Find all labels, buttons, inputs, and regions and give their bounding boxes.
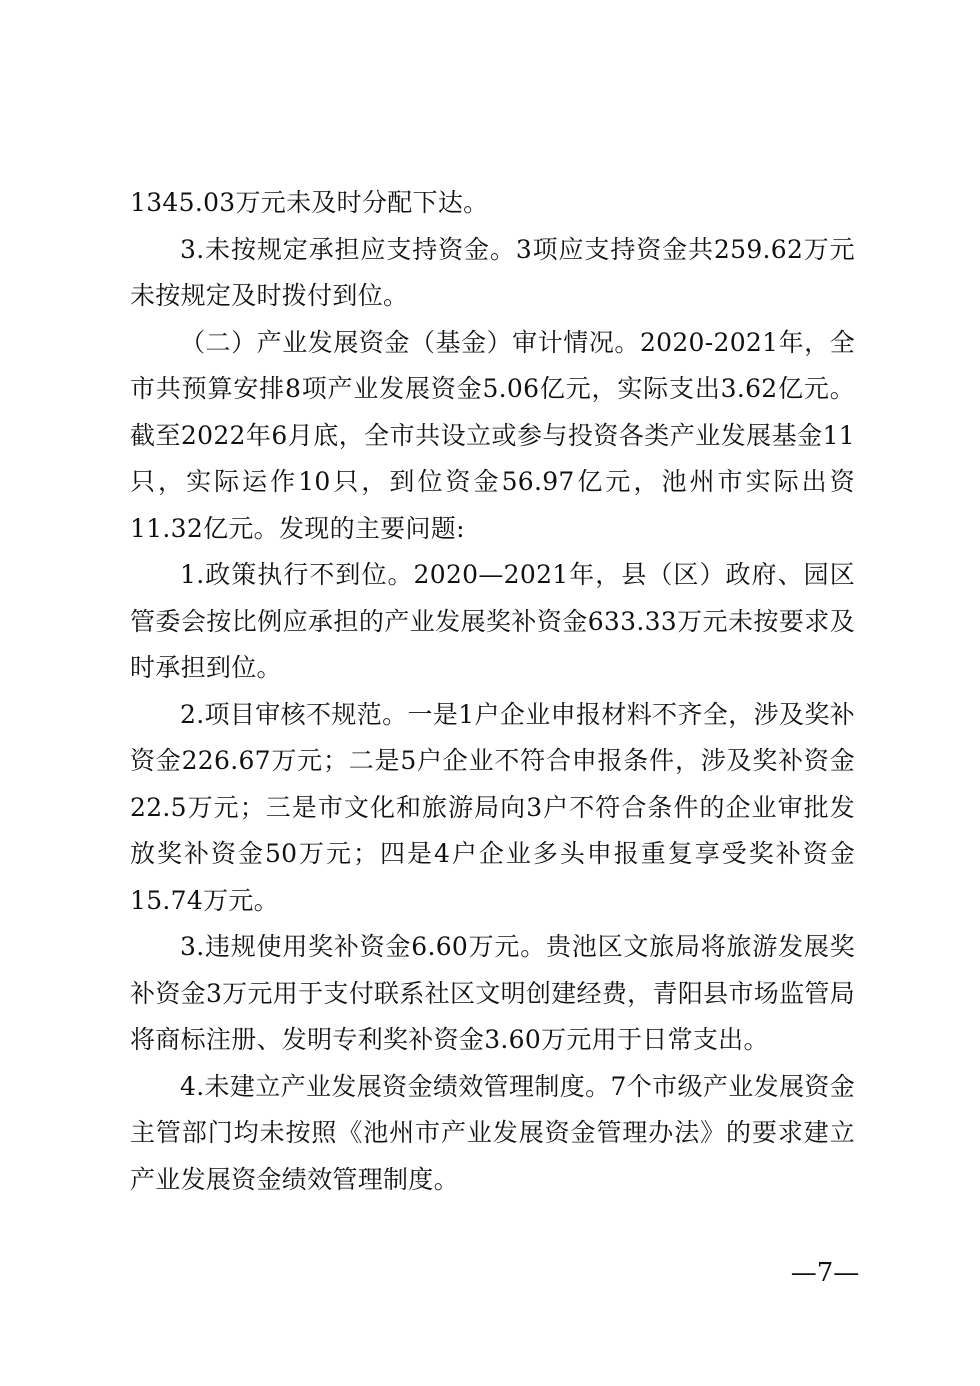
paragraph-item-3: 3.未按规定承担应支持资金。3项应支持资金共259.62万元未按规定及时拨付到位。 <box>130 234 855 310</box>
paragraph-item-3b: 3.违规使用奖补资金6.60万元。贵池区文旅局将旅游发展奖补资金3万元用于支付联系社区文明创建经费，青阳县市场监管局将商标注册、发明专利奖补资金3.60万元用于日常支出。 <box>130 932 855 1054</box>
paragraph-item-2: 2.项目审核不规范。一是1户企业申报材料不齐全，涉及奖补资金226.67万元；二是5户企业不符合申报条件，涉及奖补资金22.5万元；三是市文化和旅游局向3户不符合条件的企业审批发放奖补资金50万元；四是4户企业多头申报重复享受奖补资金15.74万元。 <box>130 699 855 915</box>
page-number: —7— <box>790 1258 860 1288</box>
paragraph-continuation: 1345.03万元未及时分配下达。 <box>130 188 489 217</box>
paragraph-item-4: 4.未建立产业发展资金绩效管理制度。7个市级产业发展资金主管部门均未按照《池州市产业发展资金管理办法》的要求建立产业发展资金绩效管理制度。 <box>130 1071 855 1194</box>
paragraph-item-1: 1.政策执行不到位。2020—2021年，县（区）政府、园区管委会按比例应承担的产业发展奖补资金633.33万元未按要求及时承担到位。 <box>130 560 855 682</box>
body-text <box>130 180 855 1203</box>
section-heading-paragraph: （二）产业发展资金（基金）审计情况。2020-2021年，全市共预算安排8项产业发展资金5.06亿元，实际支出3.62亿元。截至2022年6月底，全市共设立或参与投资各类产业发展基金11只，实际运作10只，到位资金56.97亿元，池州市实际出资11.32亿元。发现的主要问题: <box>130 327 855 543</box>
